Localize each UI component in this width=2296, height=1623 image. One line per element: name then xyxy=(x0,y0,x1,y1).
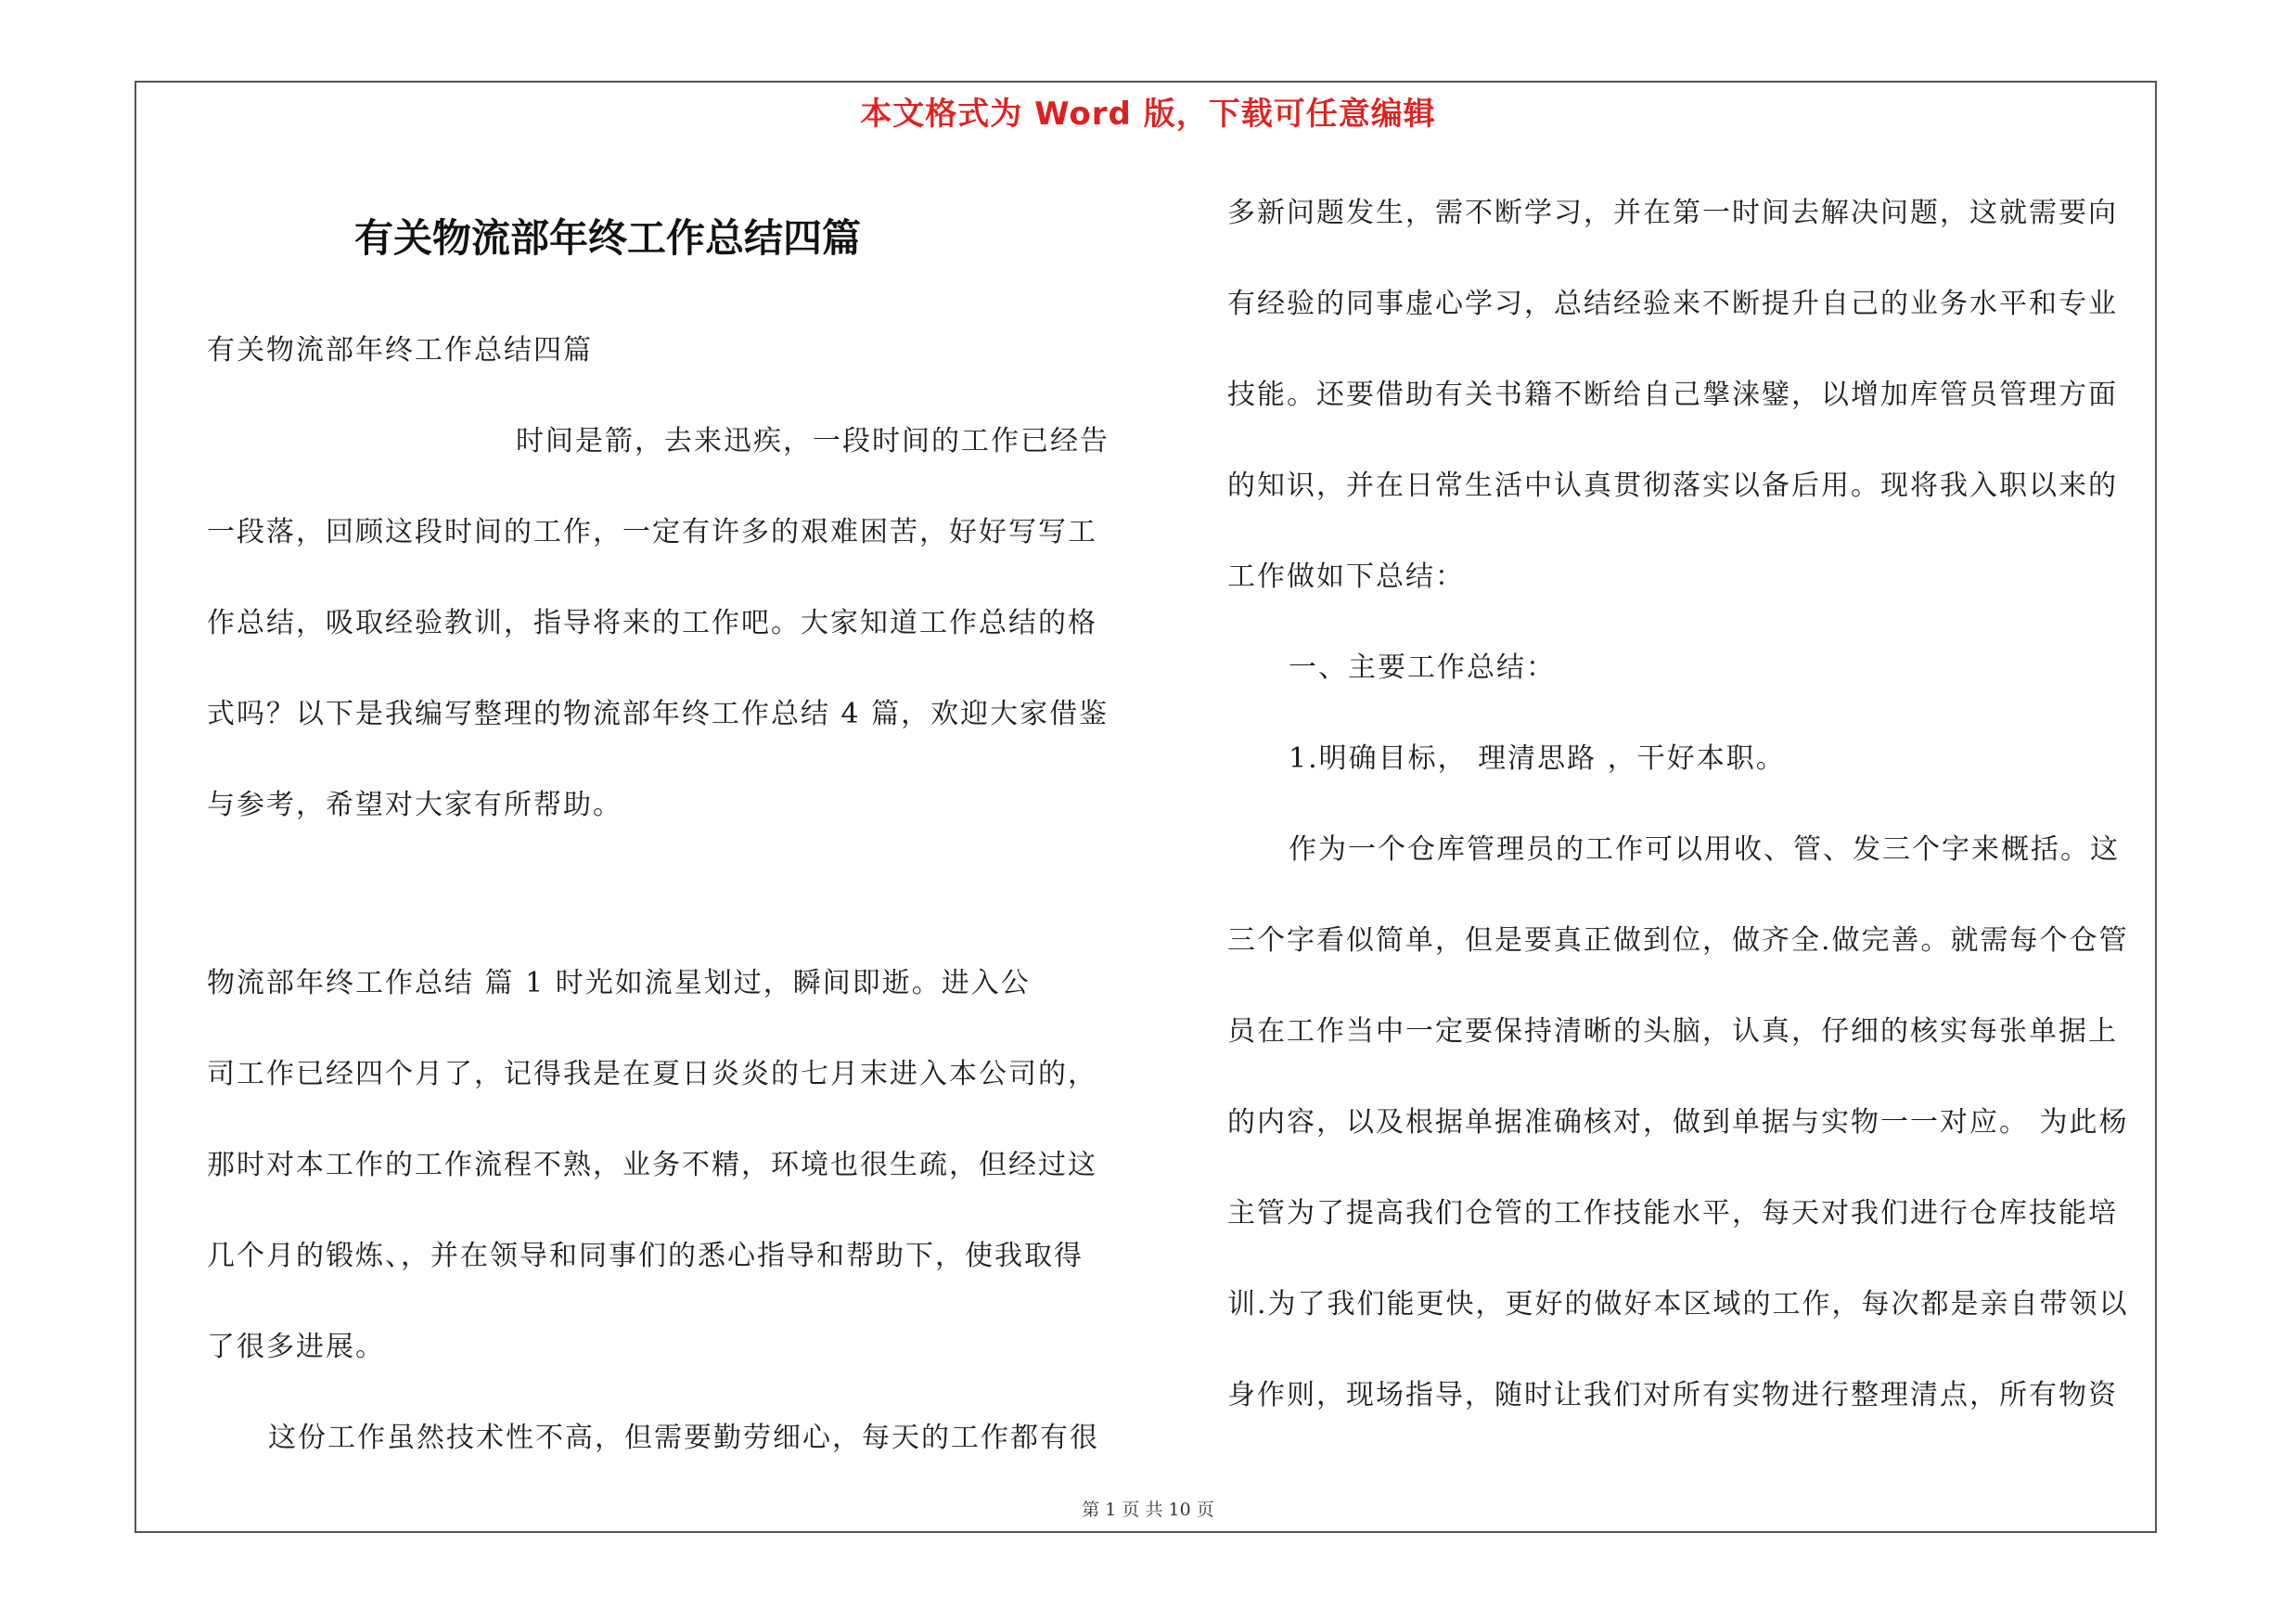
paragraph-line: 身作则，现场指导，随时让我们对所有实物进行整理清点，所有物资 xyxy=(1227,1379,2118,1411)
paragraph-line: 员在工作当中一定要保持清晰的头脑，认真，仔细的核实每张单据上 xyxy=(1227,1015,2118,1048)
paragraph-line: 训.为了我们能更快，更好的做好本区域的工作，每次都是亲自带领以 xyxy=(1227,1288,2129,1320)
paragraph-line: 了很多进展。 xyxy=(207,1331,385,1363)
paragraph-line: 作为一个仓库管理员的工作可以用收、管、发三个字来概括。这 xyxy=(1289,833,2120,866)
paragraph-line: 一段落，回顾这段时间的工作，一定有许多的艰难困苦，好好写写工 xyxy=(207,516,1097,548)
word-format-banner: 本文格式为 Word 版，下载可任意编辑 xyxy=(860,96,1436,133)
paragraph-line: 时间是箭，去来迅疾，一段时间的工作已经告 xyxy=(516,425,1110,457)
paragraph-line: 有关物流部年终工作总结四篇 xyxy=(207,334,593,367)
paragraph-line: 主管为了提高我们仓管的工作技能水平，每天对我们进行仓库技能培 xyxy=(1227,1197,2118,1230)
paragraph-line: 那时对本工作的工作流程不熟，业务不精，环境也很生疏，但经过这 xyxy=(207,1149,1097,1181)
paragraph-line: 多新问题发生，需不断学习，并在第一时间去解决问题，这就需要向 xyxy=(1227,197,2118,229)
paragraph-line: 的内容，以及根据单据准确核对，做到单据与实物一一对应。 为此杨 xyxy=(1227,1106,2129,1139)
paragraph-line: 三个字看似简单，但是要真正做到位，做齐全.做完善。就需每个仓管 xyxy=(1227,924,2129,957)
page-number-footer: 第 1 页 共 10 页 xyxy=(1082,1500,1214,1520)
paragraph-line: 技能。还要借助有关书籍不断给自己搫涞鐾，以增加库管员管理方面 xyxy=(1227,379,2118,411)
paragraph-line: 几个月的锻炼、，并在领导和同事们的悉心指导和帮助下，使我取得 xyxy=(207,1240,1084,1272)
paragraph-line: 司工作已经四个月了，记得我是在夏日炎炎的七月末进入本公司的， xyxy=(207,1058,1097,1090)
document-title: 有关物流部年终工作总结四篇 xyxy=(354,215,862,261)
paragraph-line: 与参考，希望对大家有所帮助。 xyxy=(207,789,622,821)
paragraph-line: 工作做如下总结： xyxy=(1227,560,1465,593)
subsection-heading: 1.明确目标， 理清思路 ，干好本职。 xyxy=(1289,742,1786,775)
paragraph-line: 物流部年终工作总结 篇 1 时光如流星划过，瞬间即逝。进入公 xyxy=(207,967,1031,999)
paragraph-line: 的知识，并在日常生活中认真贯彻落实以备后用。现将我入职以来的 xyxy=(1227,470,2118,502)
paragraph-line: 有经验的同事虚心学习，总结经验来不断提升自己的业务水平和专业 xyxy=(1227,288,2118,320)
paragraph-line: 式吗？以下是我编写整理的物流部年终工作总结 4 篇，欢迎大家借鉴 xyxy=(207,698,1110,730)
section-heading: 一、主要工作总结： xyxy=(1289,651,1556,684)
paragraph-line: 这份工作虽然技术性不高，但需要勤劳细心，每天的工作都有很 xyxy=(268,1422,1099,1454)
paragraph-line: 作总结，吸取经验教训，指导将来的工作吧。大家知道工作总结的格 xyxy=(207,607,1097,639)
